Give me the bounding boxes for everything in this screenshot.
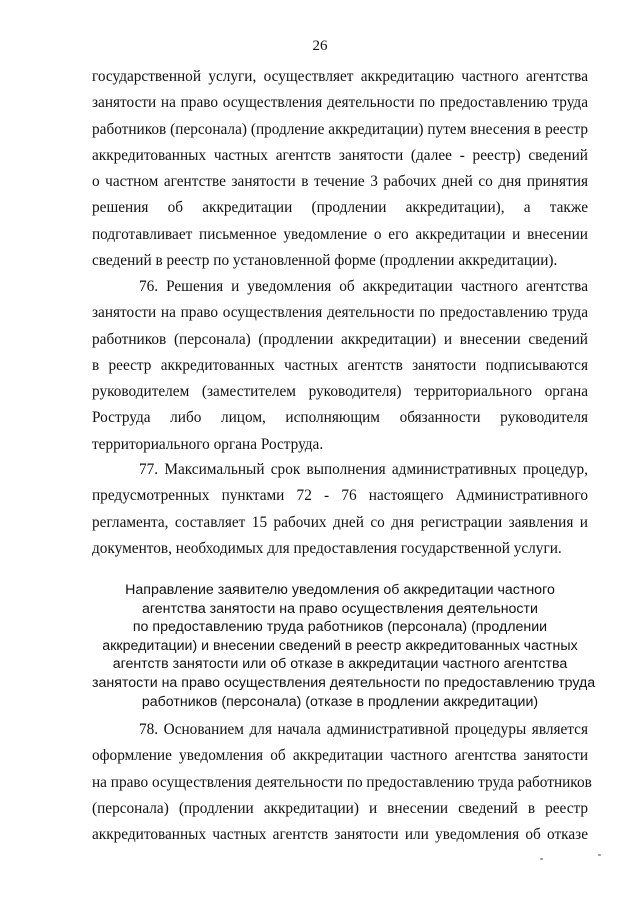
scan-speck [540, 858, 543, 860]
text-line: 76. Решения и уведомления об аккредитации частного агентства [139, 278, 588, 295]
text-line: занятости на право осуществления деятельности по предоставлению труда [92, 304, 588, 322]
text-line: работников (персонала) (продлении аккредитации) и внесении сведений [92, 330, 588, 348]
text-line: предусмотренных пунктами 72 - 76 настоящего Административного [92, 487, 588, 505]
paragraph-76 [92, 274, 588, 458]
paragraph-77 [92, 457, 588, 562]
text-line: сведений в реестр по установленной форме (продлении аккредитации). [92, 252, 558, 270]
text-line: аккредитованных частных агентств занятости (далее - реестр) сведений [92, 146, 588, 164]
scan-speck [598, 854, 601, 856]
section-heading [92, 581, 596, 711]
text-line: государственной услуги, осуществляет аккредитацию частного агентства [92, 68, 588, 85]
paragraph-78 [92, 717, 592, 848]
text-line: руководителем (заместителем руководителя) территориального органа [92, 383, 588, 401]
text-line: занятости на право осуществления деятельности по предоставлению труда [92, 94, 588, 112]
text-line: (персонала) (продлении аккредитации) и внесении сведений в реестр [92, 799, 588, 817]
text-line: подготавливает письменное уведомление о его аккредитации и внесении [92, 225, 588, 243]
text-line: аккредитованных частных агентств занятости или уведомления об отказе [92, 826, 588, 844]
heading-line: по предоставлению труда работников (персонала) (продлении [132, 619, 548, 636]
text-line: на право осуществления деятельности по предоставлению труда работников [92, 773, 592, 791]
heading-line: Направление заявителю уведомления об аккредитации частного [125, 582, 555, 598]
text-line: работников (персонала) (продление аккредитации) путем внесения в реестр [92, 120, 588, 138]
heading-line: агентств занятости или об отказе в аккредитации частного агентства [112, 656, 568, 673]
heading-line: работников (персонала) (отказе в продлении аккредитации) [141, 693, 539, 710]
text-line: Роструда либо лицом, исполняющим обязанности руководителя [92, 409, 588, 427]
text-line: регламента, составляет 15 рабочих дней со дня регистрации заявления и [92, 513, 588, 531]
heading-line: аккредитации) и внесении сведений в реестр аккредитованных частных [102, 637, 578, 654]
heading-line: агентства занятости на право осуществления деятельности [142, 600, 538, 617]
text-line: территориального органа Роструда. [92, 435, 324, 453]
text-line: оформление уведомления об аккредитации частного агентства занятости [92, 747, 588, 765]
page-number: 26 [312, 38, 328, 54]
text-line: о частном агентстве занятости в течение 3 рабочих дней со дня принятия [92, 173, 588, 191]
paragraph-continuation [92, 64, 588, 274]
text-line: в реестр аккредитованных частных агентств занятости подписываются [92, 356, 588, 374]
text-line: решения об аккредитации (продлении аккредитации), а также [92, 199, 588, 217]
text-line: 78. Основанием для начала административной процедуры является [139, 721, 588, 738]
text-line: 77. Максимальный срок выполнения административных процедур, [139, 461, 588, 478]
text-line: документов, необходимых для предоставления государственной услуги. [92, 539, 562, 557]
heading-line: занятости на право осуществления деятельности по предоставлению труда [92, 674, 596, 691]
